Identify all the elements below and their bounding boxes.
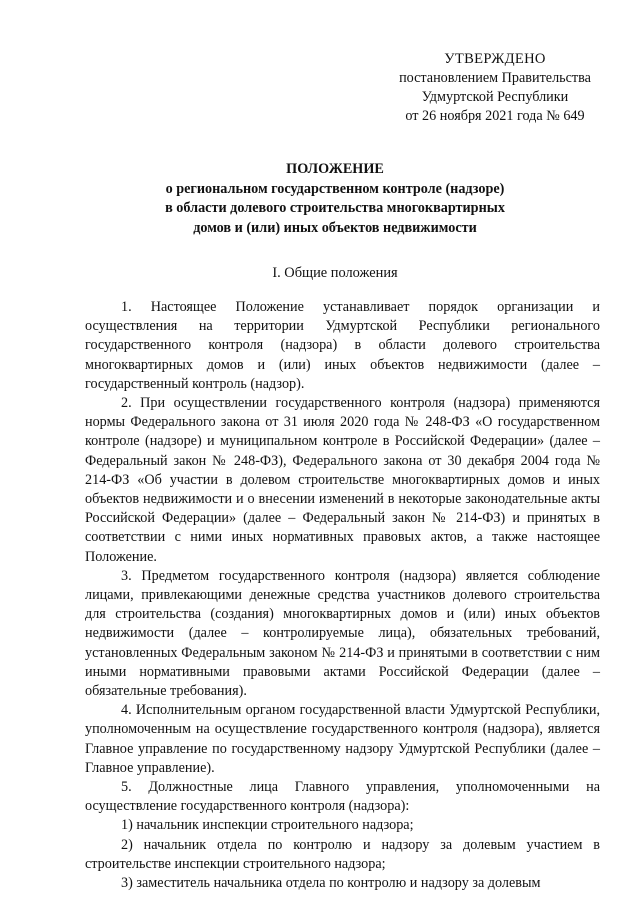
paragraph-2: 2. При осуществлении государственного контроля (надзора) применяются нормы Федерального закона от 31 июля 2020 года № 248-ФЗ «О государственном контроле (надзоре) и муниципальном контроле в Российской Федерации» (далее – Федеральный закон № 248-ФЗ), Федерального закона от 30 декабря 2004 года № 214-ФЗ «Об участии в долевом строительстве многоквартирных домов и иных объектов недвижимости и о внесении изменений в некоторые законодательные акты Российской Федерации» (далее – Федеральный закон № 214-ФЗ) и принятых в соответствии с ними иных нормативных правовых актов, а также настоящее Положение. — [85, 395, 600, 565]
list-item-3: 3) заместитель начальника отдела по контролю и надзору за долевым — [121, 875, 541, 892]
paragraph-5: 5. Должностные лица Главного управления, уполномоченными на осуществление государственного контроля (надзора): — [85, 779, 600, 815]
title-heading: ПОЛОЖЕНИЕ — [286, 161, 384, 177]
approval-block — [380, 50, 610, 126]
paragraph-1: 1. Настоящее Положение устанавливает порядок организации и осуществления на территории Удмуртской Республики регионального государственного контроля (надзора) в области долевого строительства многоквартирных домов и (или) иных объектов недвижимости (далее – государственный контроль (надзор). — [85, 299, 600, 392]
approval-stamp: УТВЕРЖДЕНО — [444, 51, 546, 67]
title-line-2: в области долевого строительства многоквартирных — [165, 200, 505, 216]
approval-line-3: от 26 ноября 2021 года № 649 — [405, 108, 585, 124]
title-line-3: домов и (или) иных объектов недвижимости — [193, 219, 477, 236]
approval-line-2: Удмуртской Республики — [421, 89, 569, 105]
paragraph-4: 4. Исполнительным органом государственной власти Удмуртской Республики, уполномоченным на осуществление государственного контроля (надзора), является Главное управление по государственному надзору Удмуртской Республики (далее – Главное управление). — [85, 702, 600, 776]
list-item-1: 1) начальник инспекции строительного надзора; — [121, 817, 414, 834]
document-title — [70, 160, 600, 238]
section-heading: I. Общие положения — [272, 265, 398, 281]
title-line-1: о региональном государственном контроле (надзоре) — [165, 180, 505, 197]
approval-line-1: постановлением Правительства — [399, 70, 591, 86]
document-body — [85, 298, 600, 893]
paragraph-3: 3. Предметом государственного контроля (надзора) является соблюдение лицами, привлекающими денежные средства участников долевого строительства для строительства (создания) многоквартирных домов и (или) иных объектов недвижимости (далее – контролируемые лица), обязательных требований, установленных Федеральным законом № 214-ФЗ и принятыми в соответствии с ним иными нормативными правовыми актами Российской Федерации (далее – обязательные требования). — [85, 567, 600, 700]
list-item-2: 2) начальник отдела по контролю и надзору за долевым участием в строительстве инспекции строительного надзора; — [85, 836, 600, 872]
